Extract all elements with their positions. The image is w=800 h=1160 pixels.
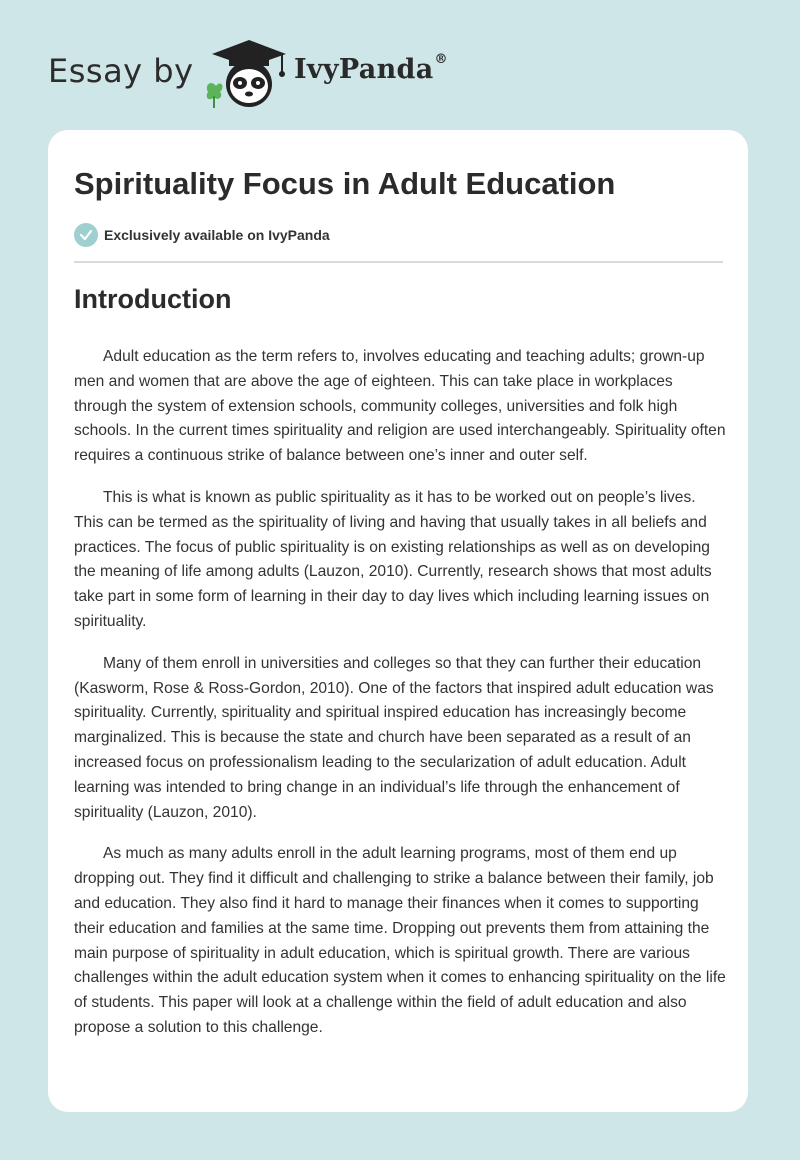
- paragraph: Many of them enroll in universities and colleges so that they can further their education (Kasworm, Rose & Ross-Gordon, 2010). One of the factors that inspired adult education was spirituality. Currently, spirituality and spiritual inspired education has increasingly become marginalized. This is because the state and church have been separated as a result of an increased focus on professionalism leading to the secularization of adult education. Adult learning was intended to bring change in an individual’s life through the enhancement of spirituality (Lauzon, 2010).: [74, 654, 714, 821]
- essay-card: [48, 130, 748, 1112]
- panda-logo-icon[interactable]: [202, 34, 288, 110]
- brand-name: [294, 54, 448, 85]
- paragraph: This is what is known as public spirituality as it has to be worked out on people’s lives. This can be termed as the spirituality of living and having that usually takes in all beliefs and practices. The focus of public spirituality is on existing relationships as well as on developing the meaning of life among adults (Lauzon, 2010). Currently, research shows that most adults take part in some form of learning in their day to day lives which including learning issues on spirituality.: [74, 488, 712, 630]
- paragraph: Adult education as the term refers to, involves educating and teaching adults; grown-up men and women that are above the age of eighteen. This can take place in workplaces through the system of extension schools, community colleges, universities and folk high schools. In the current times spirituality and religion are used interchangeably. Spirituality often requires a continuous strike of balance between one’s inner and outer self.: [74, 348, 726, 465]
- page-title: Spirituality Focus in Adult Education: [74, 166, 616, 201]
- essay-by-label: Essay by: [48, 52, 194, 90]
- paragraph: As much as many adults enroll in the adult learning programs, most of them end up dropping out. They find it difficult and challenging to strike a balance between their family, job and education. They also find it hard to manage their finances when it comes to supporting their education and families at the same time. Dropping out prevents them from attaining the main purpose of spirituality in adult education, which is spiritual growth. There are various challenges within the adult education system when it comes to enhancing spirituality on the life of students. This paper will look at a challenge within the field of adult education and also propose a solution to this challenge.: [74, 845, 726, 1036]
- exclusive-label: Exclusively available on IvyPanda: [104, 227, 330, 243]
- article-body: [74, 345, 726, 1058]
- site-header: [48, 34, 768, 114]
- exclusive-badge: [74, 222, 330, 248]
- divider: [74, 261, 723, 263]
- brand-name-text: IvyPanda: [294, 54, 434, 85]
- registered-mark: ®: [434, 52, 448, 67]
- checkmark-glyph: [79, 228, 93, 242]
- check-icon: [74, 223, 98, 247]
- section-heading: Introduction: [74, 284, 232, 314]
